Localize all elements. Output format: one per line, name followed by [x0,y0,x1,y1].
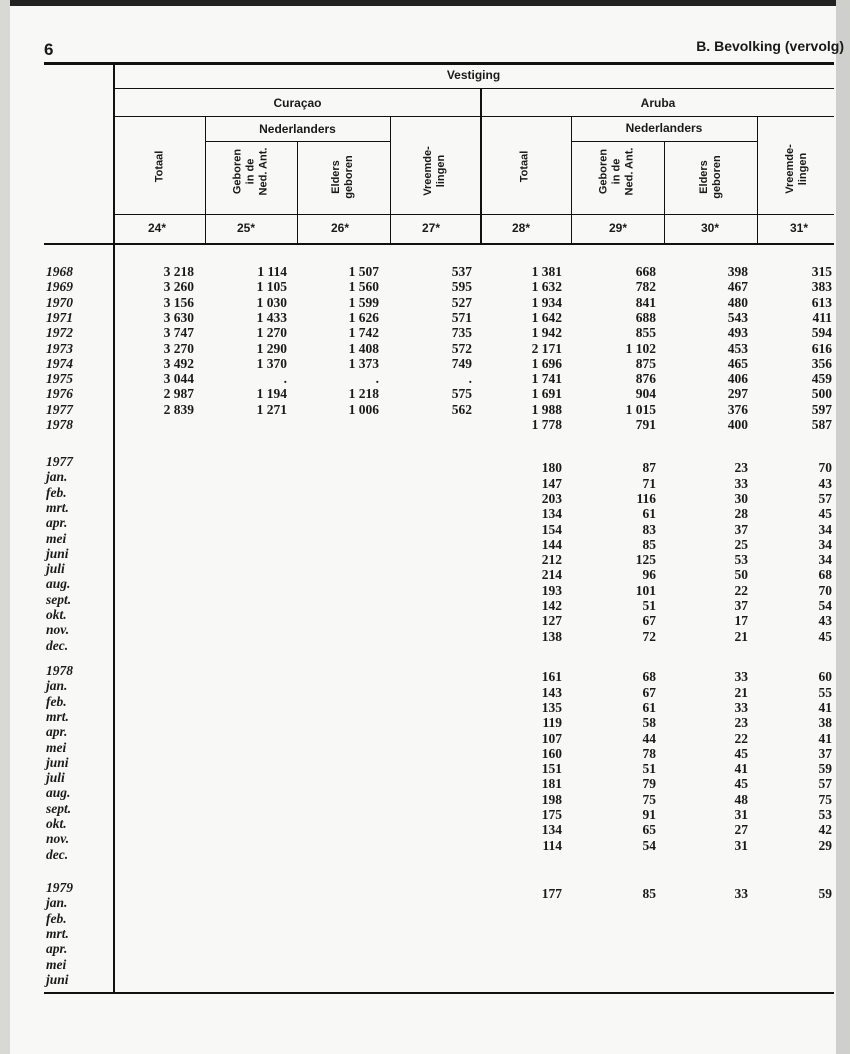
cell-year-col-24: 3 260 [163,279,194,295]
cell-month-col-29: 67 [642,684,656,700]
row-month-label: feb. [46,484,67,500]
column-number-30: 30* [701,221,720,235]
cell-year-col-31: 587 [811,417,832,432]
cell-year-col-30: 406 [727,371,748,387]
cell-month-col-28: 161 [541,669,562,685]
block-year-label: 1979 [46,880,73,895]
row-year-label: 1978 [46,417,73,432]
col-header-vreemdelingen-aruba: Vreemde- lingen [784,144,809,194]
cell-year-col-27: 537 [451,264,472,279]
col-divider-25 [297,141,298,244]
cell-year-col-26: . [375,371,379,387]
row-month-label: dec. [46,846,69,862]
group-rule [113,116,834,117]
cell-month-col-31: 37 [818,745,832,761]
cell-month-col-30: 31 [734,807,748,822]
cell-month-col-30: 33 [734,475,748,491]
cell-year-col-31: 356 [811,355,832,371]
cell-month-col-31: 57 [818,490,832,506]
cell-year-col-25: 1 194 [256,386,287,402]
row-month-label: feb. [46,910,67,926]
cell-year-col-29: 904 [635,386,656,402]
cell-month-col-29: 58 [642,715,656,731]
cell-month-col-29: 71 [642,475,656,491]
row-month-label: sept. [46,591,72,607]
cell-month-col-31: 59 [818,886,832,902]
col-header-totaal-curacao: Totaal [153,150,166,183]
cell-month-col-28: 142 [541,598,562,613]
cell-year-col-28: 1 696 [531,355,562,371]
cell-year-col-28: 1 942 [531,325,562,341]
row-year-label: 1969 [46,279,73,295]
row-month-label: apr. [46,515,68,531]
cell-month-col-31: 70 [818,460,832,476]
cell-year-col-26: 1 373 [348,355,379,371]
cell-month-col-30: 21 [734,684,748,700]
cell-month-col-29: 79 [642,776,656,792]
cell-year-col-28: 1 988 [531,401,562,417]
cell-year-col-24: 3 270 [163,340,194,356]
cell-year-col-31: 616 [811,340,832,356]
column-number-26: 26* [331,221,350,235]
cell-month-col-31: 45 [818,628,832,644]
cell-month-col-31: 41 [818,699,832,715]
cell-month-col-31: 34 [818,521,832,537]
row-month-label: apr. [46,724,68,740]
cell-year-col-30: 543 [727,309,748,325]
row-month-label: mei [46,956,67,972]
cell-year-col-29: 791 [635,417,656,432]
cell-month-col-28: 203 [541,490,562,506]
group-curacao: Curaçao [273,96,322,110]
cell-year-col-30: 467 [727,279,748,295]
row-month-label: juni [46,754,69,770]
cell-month-col-29: 116 [636,490,656,506]
cell-year-col-25: 1 030 [256,294,287,310]
cell-month-col-31: 54 [818,598,832,613]
cell-month-col-28: 134 [541,506,562,522]
cell-month-col-30: 23 [734,715,748,731]
cell-month-col-30: 31 [734,837,748,853]
block-year-label: 1977 [46,454,73,469]
cell-month-col-28: 177 [541,886,562,902]
cell-month-col-29: 65 [642,822,656,838]
row-month-label: juni [46,545,69,561]
cell-month-col-29: 125 [635,552,656,568]
cell-month-col-30: 33 [734,669,748,685]
cell-year-col-30: 493 [727,325,748,341]
row-month-label: feb. [46,693,67,709]
row-month-label: mei [46,739,67,755]
cell-month-col-29: 54 [642,837,656,853]
row-month-label: apr. [46,941,68,957]
cell-month-col-30: 41 [734,761,748,777]
row-year-label: 1975 [46,371,73,387]
cell-month-col-30: 33 [734,886,748,902]
cell-year-col-29: 855 [635,325,656,341]
row-month-label: mrt. [46,925,69,941]
cell-year-col-26: 1 408 [348,340,379,356]
cell-month-col-29: 85 [642,886,656,902]
row-month-label: sept. [46,800,72,816]
row-year-label: 1971 [46,309,73,325]
cell-month-col-31: 70 [818,582,832,598]
row-year-label: 1974 [46,355,73,371]
cell-year-col-29: 668 [635,264,656,279]
cell-year-col-24: 3 747 [163,325,194,341]
row-month-label: mrt. [46,708,69,724]
row-month-label: juli [46,770,65,786]
cell-year-col-30: 453 [727,340,748,356]
cell-year-col-27: 595 [451,279,472,295]
row-month-label: mei [46,530,67,546]
cell-year-col-29: 1 102 [625,340,656,356]
cell-year-col-24: 3 218 [163,264,194,279]
column-number-24: 24* [148,221,167,235]
cell-year-col-27: 562 [451,401,472,417]
cell-month-col-30: 21 [734,628,748,644]
cell-month-col-30: 45 [734,745,748,761]
cell-month-col-29: 44 [642,730,656,746]
cell-year-col-31: 383 [811,279,832,295]
cell-month-col-29: 91 [642,807,656,822]
cell-month-col-28: 193 [541,582,562,598]
cell-month-col-28: 160 [541,745,562,761]
cell-year-col-25: . [283,371,287,387]
cell-year-col-30: 480 [727,294,748,310]
cell-month-col-28: 180 [541,460,562,476]
row-month-label: mrt. [46,499,69,515]
cell-year-col-28: 2 171 [531,340,562,356]
row-year-label: 1968 [46,264,73,279]
cell-year-col-26: 1 560 [348,279,379,295]
cell-month-col-31: 55 [818,684,832,700]
col-header-vreemdelingen-curacao: Vreemde- lingen [422,146,447,196]
cell-year-col-26: 1 626 [348,309,379,325]
row-year-label: 1972 [46,325,73,341]
cell-month-col-28: 119 [542,715,562,731]
page-edge-left [0,0,10,1054]
cell-month-col-28: 114 [542,837,562,853]
cell-month-col-30: 37 [734,521,748,537]
cell-month-col-28: 198 [541,791,562,807]
cell-year-col-28: 1 381 [531,264,562,279]
cell-month-col-29: 51 [642,598,656,613]
cell-year-col-27: 527 [451,294,472,310]
row-month-label: aug. [46,576,71,592]
cell-month-col-31: 34 [818,536,832,552]
cell-year-col-31: 594 [811,325,832,341]
cell-month-col-30: 30 [734,490,748,506]
cell-month-col-30: 22 [734,730,748,746]
cell-month-col-31: 38 [818,715,832,731]
row-month-label: dec. [46,637,69,653]
bottom-rule [44,992,834,994]
cell-year-col-28: 1 778 [531,417,562,432]
cell-year-col-24: 2 839 [163,401,194,417]
cell-month-col-28: 175 [541,807,562,822]
cell-year-col-28: 1 741 [531,371,562,387]
col-header-geboren-aruba: Geboren in de Ned. Ant. [597,147,636,196]
column-number-25: 25* [237,221,256,235]
row-year-label: 1973 [46,340,73,356]
cell-month-col-29: 75 [642,791,656,807]
cell-month-col-29: 67 [642,613,656,629]
cell-month-col-28: 138 [541,628,562,644]
cell-year-col-31: 411 [812,309,832,325]
cell-month-col-30: 45 [734,776,748,792]
page-number: 6 [44,40,54,59]
row-month-label: jan. [46,469,68,485]
cell-month-col-28: 147 [541,475,562,491]
cell-year-col-27: 575 [451,386,472,402]
page-edge-top [0,0,850,6]
cell-year-col-24: 3 492 [163,355,194,371]
cell-month-col-31: 45 [818,506,832,522]
cell-year-col-27: . [468,371,472,387]
cell-month-col-31: 43 [818,475,832,491]
cell-year-col-30: 400 [727,417,748,432]
cell-year-col-25: 1 271 [256,401,287,417]
cell-year-col-26: 1 599 [348,294,379,310]
cell-year-col-25: 1 114 [257,264,287,279]
cell-month-col-28: 135 [541,699,562,715]
row-month-label: juli [46,561,65,577]
col-divider-29 [664,141,665,244]
cell-year-col-29: 1 015 [625,401,656,417]
cell-year-col-29: 782 [635,279,656,295]
cell-year-col-27: 571 [451,309,472,325]
cell-month-col-28: 181 [541,776,562,792]
page-edge-right [836,0,850,1054]
block-year-label: 1978 [46,663,73,678]
cell-year-col-24: 3 044 [163,371,194,387]
cell-month-col-29: 83 [642,521,656,537]
cell-year-col-31: 459 [811,371,832,387]
cell-year-col-28: 1 632 [531,279,562,295]
cell-month-col-28: 212 [541,552,562,568]
col-header-elders-curacao: Elders geboren [330,155,355,199]
cell-month-col-30: 25 [734,536,748,552]
cell-month-col-28: 214 [541,567,562,583]
cell-year-col-25: 1 370 [256,355,287,371]
cell-month-col-28: 143 [541,684,562,700]
section-title: B. Bevolking (vervolg) [696,38,844,54]
cell-month-col-28: 151 [541,761,562,777]
cell-month-col-30: 50 [734,567,748,583]
col-header-totaal-aruba: Totaal [518,150,531,183]
cell-year-col-28: 1 691 [531,386,562,402]
row-month-label: nov. [46,831,70,847]
col-header-elders-aruba: Elders geboren [698,155,723,199]
cell-year-col-30: 297 [727,386,748,402]
cell-year-col-29: 875 [635,355,656,371]
subgroup-nederlanders-curacao: Nederlanders [259,122,336,136]
cell-month-col-31: 42 [818,822,832,838]
cell-year-col-27: 749 [451,355,472,371]
cell-year-col-28: 1 934 [531,294,562,310]
cell-year-col-28: 1 642 [531,309,562,325]
row-year-label: 1976 [46,386,73,402]
cell-month-col-30: 37 [734,598,748,613]
cell-month-col-29: 68 [642,669,656,685]
cell-month-col-30: 23 [734,460,748,476]
cell-month-col-30: 53 [734,552,748,568]
cell-year-col-26: 1 507 [348,264,379,279]
island-divider [480,88,482,244]
cell-year-col-30: 376 [727,401,748,417]
cell-month-col-30: 33 [734,699,748,715]
cell-month-col-31: 43 [818,613,832,629]
cell-year-col-25: 1 270 [256,325,287,341]
cell-month-col-30: 17 [734,613,748,629]
cell-month-col-29: 72 [642,628,656,644]
col-divider-30 [757,116,758,244]
row-month-label: nov. [46,622,70,638]
cell-month-col-28: 144 [541,536,562,552]
row-month-label: okt. [46,607,67,622]
group-aruba: Aruba [640,96,676,110]
column-number-29: 29* [609,221,628,235]
cell-month-col-28: 134 [541,822,562,838]
cell-year-col-30: 465 [727,355,748,371]
cell-month-col-29: 101 [635,582,656,598]
column-number-27: 27* [422,221,441,235]
cell-month-col-29: 61 [642,699,656,715]
row-month-label: jan. [46,895,68,911]
cell-month-col-29: 85 [642,536,656,552]
cell-year-col-26: 1 006 [348,401,379,417]
cell-month-col-31: 68 [818,567,832,583]
cell-year-col-26: 1 218 [348,386,379,402]
row-month-label: aug. [46,785,71,801]
cell-year-col-31: 597 [811,401,832,417]
cell-month-col-31: 41 [818,730,832,746]
cell-year-col-24: 3 630 [163,309,194,325]
cell-year-col-29: 841 [635,294,656,310]
col-header-geboren-curacao: Geboren in de Ned. Ant. [231,147,270,196]
cell-year-col-29: 688 [635,309,656,325]
column-number-31: 31* [790,221,809,235]
cell-month-col-30: 48 [734,791,748,807]
row-month-label: okt. [46,816,67,831]
cell-month-col-30: 28 [734,506,748,522]
row-year-label: 1977 [46,401,73,417]
cell-year-col-26: 1 742 [348,325,379,341]
cell-month-col-31: 59 [818,761,832,777]
cell-month-col-31: 29 [818,837,832,853]
cell-month-col-28: 107 [541,730,562,746]
cell-month-col-31: 34 [818,552,832,568]
cell-year-col-25: 1 105 [256,279,287,295]
top-rule [44,62,834,65]
cell-month-col-31: 53 [818,807,832,822]
cell-year-col-25: 1 290 [256,340,287,356]
cell-year-col-31: 315 [811,264,832,279]
cell-year-col-24: 2 987 [163,386,194,402]
cell-month-col-30: 27 [734,822,748,838]
cell-month-col-29: 61 [642,506,656,522]
cell-month-col-31: 57 [818,776,832,792]
cell-month-col-29: 87 [642,460,656,476]
cell-month-col-28: 127 [541,613,562,629]
column-number-28: 28* [512,221,531,235]
cell-year-col-29: 876 [635,371,656,387]
cell-month-col-29: 96 [642,567,656,583]
col-divider-26 [390,116,391,244]
row-year-label: 1970 [46,294,73,310]
cell-year-col-25: 1 433 [256,309,287,325]
cell-year-col-31: 500 [811,386,832,402]
header-bottom-rule [113,214,834,215]
cell-year-col-27: 735 [451,325,472,341]
vestiging-rule [113,88,834,89]
cell-month-col-30: 22 [734,582,748,598]
col-divider-28 [571,116,572,244]
row-month-label: juni [46,971,69,987]
row-month-label: jan. [46,678,68,694]
cell-month-col-29: 78 [642,745,656,761]
cell-month-col-31: 75 [818,791,832,807]
stub-divider [113,65,115,993]
cell-month-col-29: 51 [642,761,656,777]
cell-year-col-30: 398 [727,264,748,279]
cell-month-col-28: 154 [541,521,562,537]
cell-year-col-31: 613 [811,294,832,310]
cell-year-col-27: 572 [451,340,472,356]
subgroup-nederlanders-aruba: Nederlanders [625,121,703,135]
cell-month-col-31: 60 [818,669,832,685]
cell-year-col-24: 3 156 [163,294,194,310]
colnum-rule [44,243,834,245]
table-title: Vestiging [446,68,501,82]
